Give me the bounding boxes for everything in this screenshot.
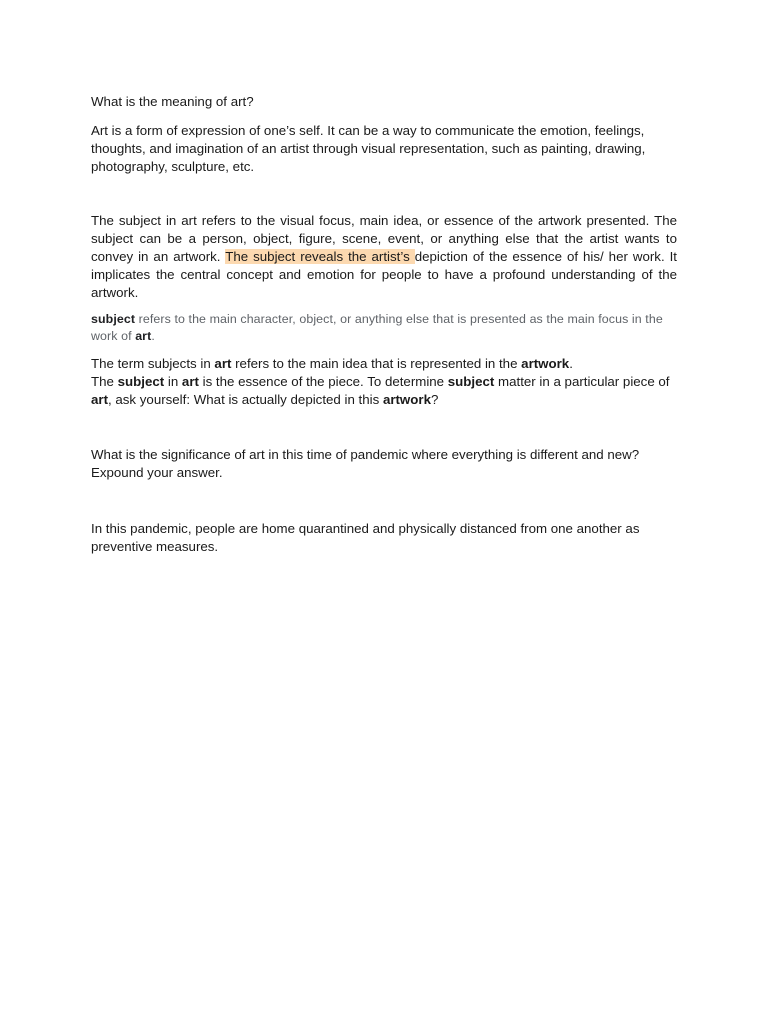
snippet-term: subject <box>91 312 136 326</box>
subject-paragraph-text-end: depiction of the essence of his/ her work. It implicates the central concept and emotion for people to have a profound understanding of the artwork. <box>91 249 678 300</box>
answer-meaning-of-art: Art is a form of expression of one’s self. It can be a way to communicate the emotion, feelings, thoughts, and imagination of an artist through visual representation, such as painting, drawing, photography, sculpture, etc. <box>91 123 646 174</box>
term-paragraph <box>91 355 677 409</box>
term-line-1: The term subjects in art refers to the main idea that is represented in the artwork. <box>91 356 573 371</box>
snippet-term-art: art <box>135 329 152 343</box>
answer-significance: In this pandemic, people are home quarantined and physically distanced from one another as preventive measures. <box>91 521 640 554</box>
question-significance: What is the significance of art in this time of pandemic where everything is different and new? Expound your answer. <box>91 447 640 480</box>
highlighted-text: The subject reveals the artist’s <box>225 249 415 264</box>
subject-paragraph-text: The subject in art refers to the visual focus, main idea, or essence of the artwork presented. The subject can be a person, object, figure, scene, event, or anything else that the artist wants to convey in an artwork. <box>91 213 677 264</box>
question-meaning-of-art: What is the meaning of art? <box>91 94 254 109</box>
term-line-2: The subject in art is the essence of the piece. To determine subject matter in a particular piece of art, ask yourself: What is actually depicted in this artwork? <box>91 374 670 407</box>
search-snippet: subject refers to the main character, object, or anything else that is presented as the main focus in the work of art. <box>91 312 663 343</box>
subject-paragraph <box>91 212 677 302</box>
snippet-text: refers to the main character, object, or anything else that is presented as the main focus in the work of <box>91 312 663 343</box>
